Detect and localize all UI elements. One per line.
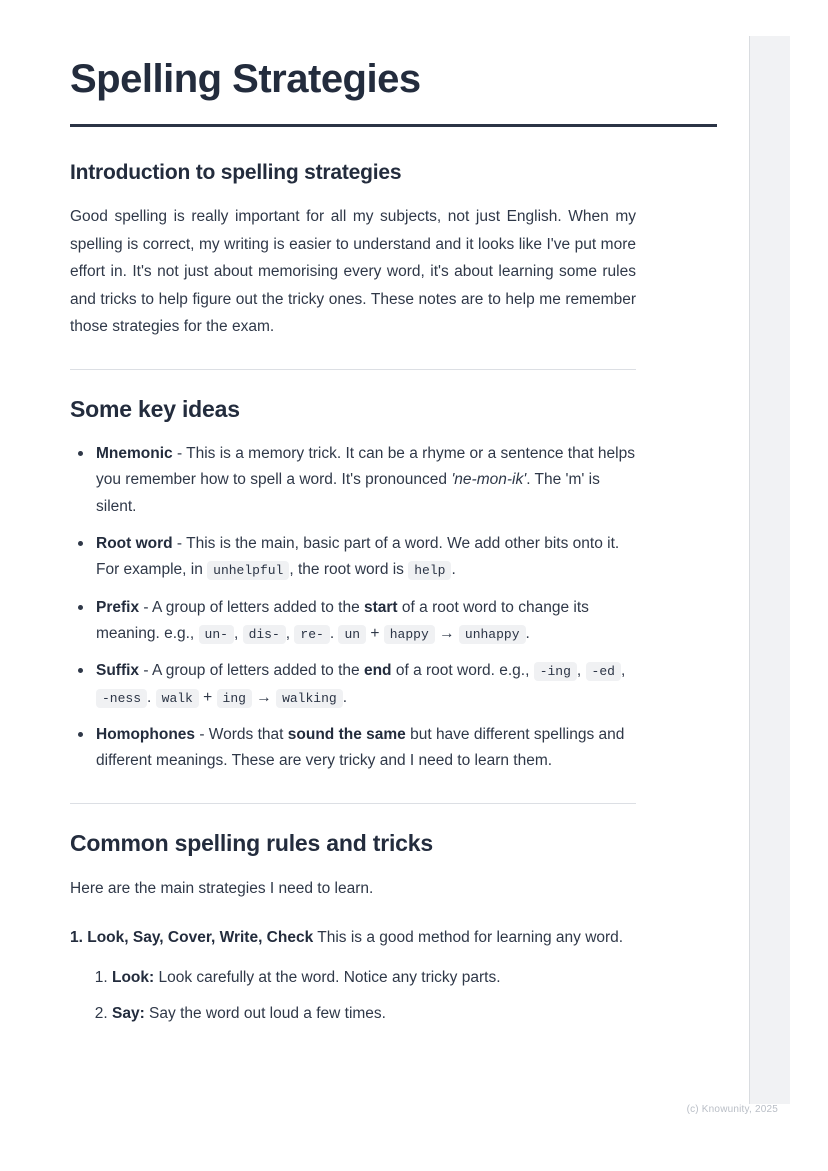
step-text: Say the word out loud a few times. <box>144 1004 386 1022</box>
code-chip-re-prefix: re- <box>294 625 329 644</box>
code-chip-un-prefix: un- <box>199 625 234 644</box>
watermark: (c) Knowunity, 2025 <box>686 1104 778 1115</box>
scrollbar-track[interactable] <box>750 36 790 1104</box>
code-chip-ed-suffix: -ed <box>586 662 621 681</box>
code-chip-dis-prefix: dis- <box>243 625 286 644</box>
step-term-say: Say: <box>112 1004 145 1022</box>
list-item <box>70 531 636 584</box>
list-item: Prefix - A group of letters added to the start of a root word to change its meaning. e.g., un- , dis- , re- . un + happy → unhappy . <box>70 595 636 648</box>
code-chip-ness-suffix: -ness <box>96 689 147 708</box>
term-root-word: Root word <box>96 534 173 552</box>
list-item <box>112 964 636 991</box>
code-chip-unhappy: unhappy <box>459 625 526 644</box>
item-text: - This is a memory trick. It can be a rhyme or a sentence that helps you remember how to spell a word. It's pronounced <box>96 444 635 489</box>
item-text: - This is the main, basic part of a word. We add other bits onto it. For example, in <box>96 534 620 579</box>
section-divider-2 <box>70 803 636 804</box>
item-text: - A group of letters added to the <box>139 598 364 616</box>
method-title: 1. Look, Say, Cover, Write, Check <box>70 929 314 947</box>
list-item <box>70 441 636 520</box>
plus-sign: + <box>203 688 213 706</box>
page-title: Spelling Strategies <box>70 57 421 101</box>
code-chip-happy: happy <box>384 625 435 644</box>
section-heading-key-ideas: Some key ideas <box>70 395 240 422</box>
method-steps-list <box>70 964 636 1027</box>
item-text-mid: of a root word to change its meaning. e.g., <box>96 598 589 642</box>
emphasis-end: end <box>363 662 392 680</box>
section-heading-rules: Common spelling rules and tricks <box>70 829 433 856</box>
term-mnemonic: Mnemonic <box>96 444 173 462</box>
code-chip-ing: ing <box>217 689 252 708</box>
title-divider <box>70 124 717 127</box>
rules-intro-paragraph: Here are the main strategies I need to learn. <box>70 879 374 897</box>
item-pronunciation: 'ne-mon-ik' <box>451 471 527 489</box>
list-item: Suffix - A group of letters added to the end of a root word. e.g., -ing , -ed , -ness . walk + ing → walking . <box>70 658 636 711</box>
key-ideas-list <box>70 441 636 775</box>
item-text-tail: . <box>451 561 456 579</box>
code-chip-walking: walking <box>276 689 343 708</box>
arrow-icon: → <box>256 688 272 706</box>
item-text: - Words that <box>195 725 288 743</box>
section-heading-introduction: Introduction to spelling strategies <box>70 161 402 184</box>
emphasis-start: start <box>364 598 398 616</box>
item-text-tail: . The 'm' is silent. <box>96 471 600 515</box>
arrow-icon: → <box>439 624 455 642</box>
term-homophones: Homophones <box>96 725 196 743</box>
step-term-look: Look: <box>112 968 155 986</box>
list-item <box>70 722 636 775</box>
method-paragraph <box>70 924 636 952</box>
item-text-mid: of a root word. e.g., <box>391 662 534 680</box>
code-chip-help: help <box>408 561 451 580</box>
item-text-tail: . <box>342 688 347 706</box>
item-text-tail: . <box>525 624 530 642</box>
section-divider-1 <box>70 369 636 370</box>
code-chip-walk: walk <box>156 689 199 708</box>
step-text: Look carefully at the word. Notice any tricky parts. <box>154 968 501 986</box>
introduction-paragraph: Good spelling is really important for all my subjects, not just English. When my spelling is correct, my writing is easier to understand and it looks like I've put more effort in. It's not just about memorising every word, it's about learning some rules and tricks to help figure out the tricky ones. These notes are to help me remember those strategies for the exam. <box>70 208 636 336</box>
item-text-tail: but have different spellings and different meanings. These are very tricky and I need to learn them. <box>96 725 625 770</box>
emphasis-sound-the-same: sound the same <box>287 725 406 743</box>
page-edge-divider <box>749 36 750 1104</box>
code-chip-un: un <box>338 625 366 644</box>
item-text-mid: , the root word is <box>289 561 409 579</box>
term-suffix: Suffix <box>96 662 140 680</box>
item-text: - A group of letters added to the <box>139 662 364 680</box>
list-item <box>112 1000 636 1027</box>
code-chip-unhelpful: unhelpful <box>207 561 289 580</box>
method-description: This is a good method for learning any word. <box>313 929 624 947</box>
code-chip-ing-suffix: -ing <box>534 662 577 681</box>
document-content <box>70 56 636 1036</box>
term-prefix: Prefix <box>96 598 140 616</box>
plus-sign: + <box>370 624 380 642</box>
